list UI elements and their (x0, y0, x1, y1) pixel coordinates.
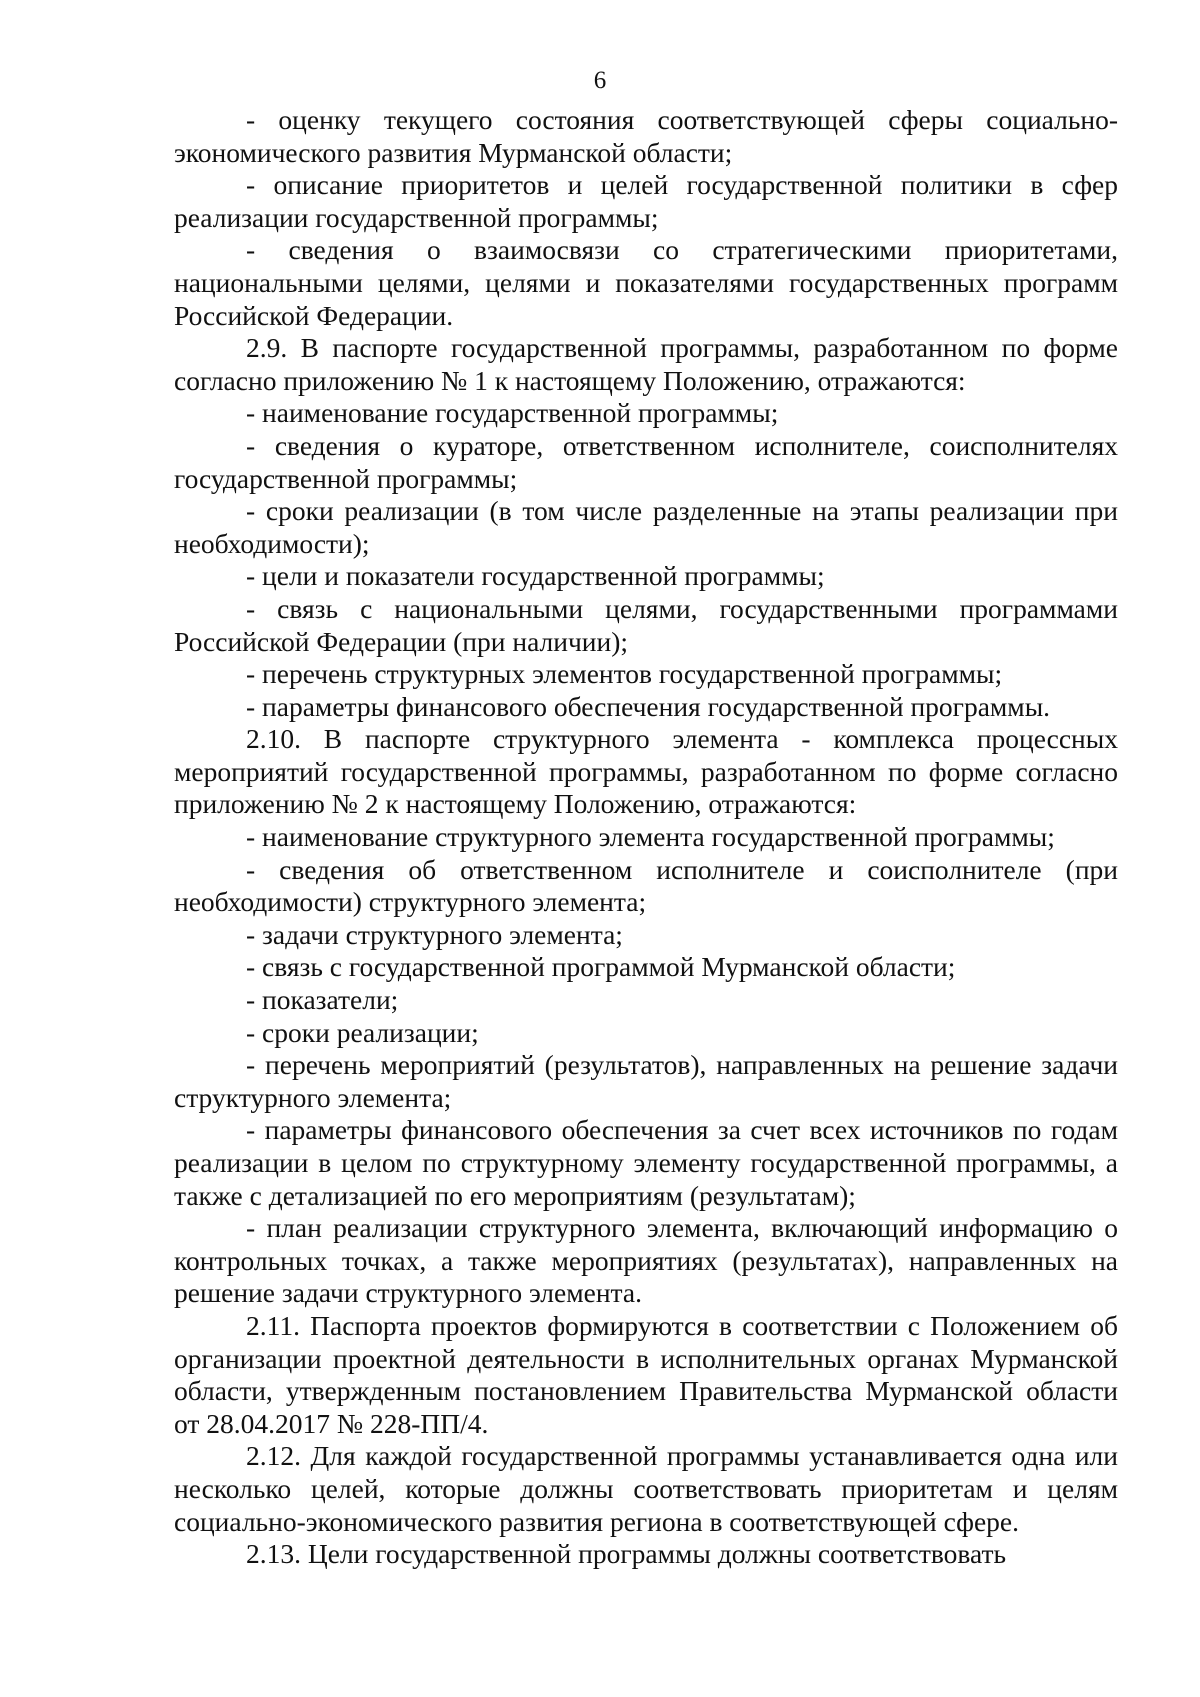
paragraph: 2.11. Паспорта проектов формируются в соответствии с Положением об организации проектной деятельности в исполнительных органах Мурманской области, утвержденным постановлением Правительства Мурманской области от 28.04.2017 № 228-ПП/4. (174, 1309, 1118, 1439)
paragraph: - перечень мероприятий (результатов), направленных на решение задачи структурного элемента; (174, 1049, 1118, 1113)
paragraph: - задачи структурного элемента; (246, 918, 623, 950)
paragraph: - цели и показатели государственной программы; (246, 560, 825, 592)
paragraph: - наименование структурного элемента государственной программы; (246, 821, 1055, 853)
paragraph: - параметры финансового обеспечения за счет всех источников по годам реализации в целом по структурному элементу государственной программы, а также с детализацией по его мероприятиям (результатам); (174, 1114, 1118, 1211)
paragraph: - показатели; (246, 984, 399, 1016)
paragraph: - описание приоритетов и целей государственной политики в сфер реализации государственной программы; (174, 169, 1118, 233)
paragraph: - наименование государственной программы; (246, 397, 779, 429)
paragraph: 2.10. В паспорте структурного элемента - комплекса процессных мероприятий государственной программы, разработанном по форме согласно приложению № 2 к настоящему Положению, отражаются: (174, 723, 1118, 820)
paragraph: 2.13. Цели государственной программы должны соответствовать (246, 1538, 1007, 1570)
paragraph: - связь с государственной программой Мурманской области; (246, 951, 956, 983)
paragraph: - перечень структурных элементов государственной программы; (246, 658, 1003, 690)
paragraph: - связь с национальными целями, государственными программами Российской Федерации (при наличии); (174, 592, 1118, 657)
page-number: 6 (593, 67, 607, 94)
paragraph: 2.9. В паспорте государственной программы, разработанном по форме согласно приложению № 1 к настоящему Положению, отражаются: (174, 332, 1118, 396)
paragraph: - сведения о кураторе, ответственном исполнителе, соисполнителях государственной программы; (174, 429, 1118, 494)
paragraph: 2.12. Для каждой государственной программы устанавливается одна или несколько целей, которые должны соответствовать приоритетам и целям социально-экономического развития региона в соответствующей сфере. (174, 1440, 1118, 1537)
paragraph: - параметры финансового обеспечения государственной программы. (246, 690, 1051, 722)
paragraph: - план реализации структурного элемента, включающий информацию о контрольных точках, а также мероприятиях (результатах), направленных на решение задачи структурного элемента. (174, 1212, 1118, 1309)
paragraph: - сроки реализации; (246, 1016, 479, 1048)
paragraph: - оценку текущего состояния соответствующей сферы социально-экономического развития Мурманской области; (174, 104, 1118, 168)
paragraph: - сроки реализации (в том числе разделенные на этапы реализации при необходимости); (174, 495, 1118, 559)
paragraph: - сведения об ответственном исполнителе и соисполнителе (при необходимости) структурного элемента; (174, 853, 1118, 918)
document-body (174, 104, 1118, 1571)
paragraph: - сведения о взаимосвязи со стратегическими приоритетами, национальными целями, целями и показателями государственных программ Российской Федерации. (174, 234, 1118, 331)
